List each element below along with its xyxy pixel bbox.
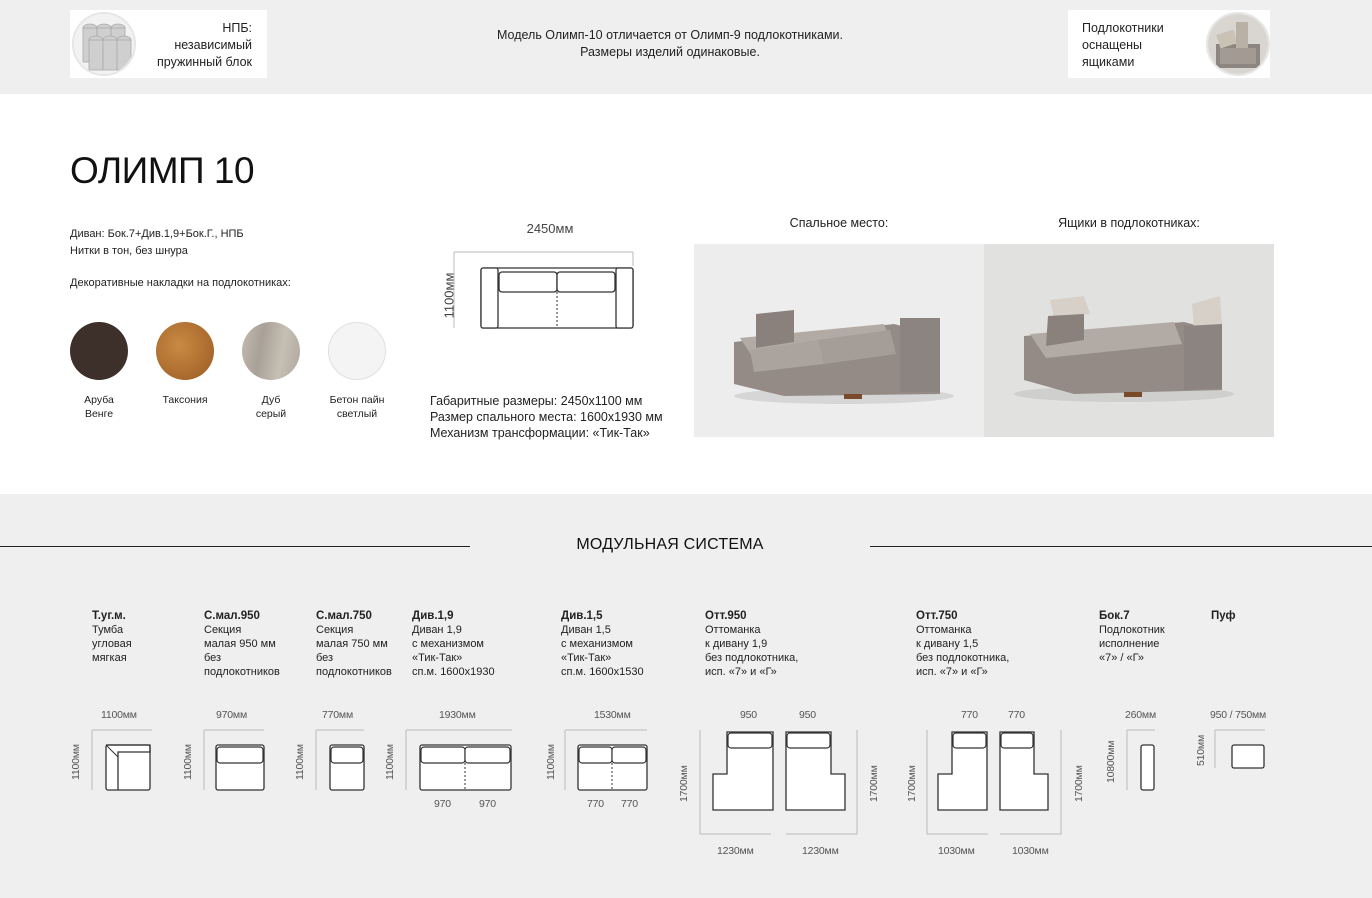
modular-title: МОДУЛЬНАЯ СИСТЕМА (576, 536, 764, 553)
spring-block-line: пружинный блок (156, 55, 252, 69)
dim-label: 1100мм (294, 744, 306, 780)
module-code: Т.уг.м. (92, 610, 126, 622)
decor-label: Декоративные накладки на подлокотниках: (70, 277, 291, 289)
spring-block-card (70, 10, 267, 78)
module-desc-line: без подлокотника, (705, 652, 799, 664)
module-ott-750 (916, 609, 1009, 679)
dim-label: 770мм (322, 709, 353, 721)
dim-label: 510мм (1195, 735, 1207, 766)
module-puf (1211, 609, 1236, 623)
module-desc-line: подлокотников (204, 666, 280, 678)
module-desc-line: сп.м. 1600x1530 (561, 666, 644, 678)
dim-label: 770 (621, 798, 638, 810)
module-desc-line: с механизмом (561, 638, 633, 650)
swatch-label (312, 393, 402, 421)
swatch-oak-grey[interactable] (242, 322, 300, 380)
spec-line: Габаритные размеры: 2450x1100 мм (430, 394, 643, 408)
swatch-label-line: Таксония (162, 394, 208, 406)
module-desc-line: угловая (92, 638, 132, 650)
armrest-box-card (1068, 10, 1270, 78)
module-plan-ottoman-750 (924, 728, 1066, 840)
module-desc-line: исполнение (1099, 638, 1160, 650)
swatch-label (140, 393, 230, 407)
module-div-1-5 (561, 609, 644, 679)
armrest-box-icon (1206, 12, 1270, 76)
module-desc-line: «Тик-Так» (412, 652, 463, 664)
sofa-plan-diagram (450, 248, 640, 338)
module-desc-line: Диван 1,5 (561, 624, 611, 636)
dim-label: 970 (479, 798, 496, 810)
module-desc-line: без (204, 652, 222, 664)
dim-label: 1030мм (1012, 845, 1049, 857)
model-note-line: Модель Олимп-10 отличается от Олимп-9 подлокотниками. (496, 28, 844, 42)
module-desc-line: Оттоманка (705, 624, 761, 636)
module-desc-line: «Тик-Так» (561, 652, 612, 664)
product-description (70, 226, 244, 260)
module-desc-line: подлокотников (316, 666, 392, 678)
photo-title-sleeping: Спальное место: (789, 216, 889, 230)
module-ott-950 (705, 609, 798, 679)
module-desc-line: Тумба (92, 624, 124, 636)
module-desc-line: Диван 1,9 (412, 624, 462, 636)
dim-label: 1700мм (868, 765, 880, 802)
sofa-depth-label: 1100мм (441, 272, 457, 319)
module-desc-line: без подлокотника, (916, 652, 1010, 664)
armrest-box-line: оснащены (1082, 38, 1143, 52)
module-desc-line: Секция (316, 624, 354, 636)
dim-label: 1700мм (906, 765, 918, 802)
module-desc-line: сп.м. 1600x1930 (412, 666, 495, 678)
module-code: Пуф (1211, 610, 1236, 622)
dim-label: 1100мм (384, 744, 396, 780)
dim-label: 10800мм (1105, 740, 1117, 783)
swatch-label (226, 393, 316, 421)
module-code: Отт.950 (705, 610, 747, 622)
swatch-label-line: светлый (336, 408, 378, 420)
swatch-label-line: Дуб (261, 394, 281, 406)
divider-line-right (870, 546, 1372, 547)
model-note (440, 27, 900, 61)
dim-label: 970 (434, 798, 451, 810)
module-plan-section-750 (314, 728, 370, 794)
dim-label: 1230мм (802, 845, 839, 857)
module-plan-sofa-1-5 (563, 728, 653, 794)
module-desc-line: с механизмом (412, 638, 484, 650)
dim-label: 1700мм (1073, 765, 1085, 802)
dim-label: 1100мм (101, 709, 137, 721)
modular-section (0, 494, 1372, 898)
module-desc-line: без (316, 652, 334, 664)
module-plan-corner (90, 728, 156, 794)
swatch-label-line: Аруба (84, 394, 114, 406)
model-note-line: Размеры изделий одинаковые. (580, 45, 760, 59)
swatch-concrete-pine[interactable] (328, 322, 386, 380)
module-desc-line: исп. «7» и «Г» (705, 666, 777, 678)
dim-label: 1100мм (70, 744, 82, 780)
spring-block-icon (72, 12, 136, 76)
dim-label: 950 (740, 709, 757, 721)
photo-armrest-boxes (984, 244, 1274, 437)
swatch-label-line: Венге (84, 408, 114, 420)
sofa-width-label: 2450мм (526, 221, 574, 236)
description-line: Нитки в тон, без шнура (70, 245, 188, 257)
dim-label: 950 (799, 709, 816, 721)
dim-label: 1530мм (594, 709, 631, 721)
photo-sleeping-place (694, 244, 984, 437)
dim-label: 1100мм (545, 744, 557, 780)
armrest-box-line: ящиками (1082, 55, 1135, 69)
module-plan-armrest (1125, 728, 1161, 794)
module-code: Отт.750 (916, 610, 958, 622)
module-plan-pouf (1213, 728, 1269, 774)
description-line: Диван: Бок.7+Див.1,9+Бок.Г., НПБ (70, 228, 244, 240)
dim-label: 1700мм (678, 765, 690, 802)
spec-line: Механизм трансформации: «Тик-Так» (430, 426, 650, 440)
module-s-mal-950 (204, 609, 280, 679)
module-code: Див.1,5 (561, 610, 603, 622)
module-desc-line: Секция (204, 624, 242, 636)
swatch-label (54, 393, 144, 421)
module-div-1-9 (412, 609, 495, 679)
spec-line: Размер спального места: 1600x1930 мм (430, 410, 663, 424)
module-t-ug-m (92, 609, 132, 665)
armrest-box-text (1082, 20, 1202, 71)
armrest-box-line: Подлокотники (1082, 21, 1164, 35)
module-code: С.мал.950 (204, 610, 260, 622)
dim-label: 770 (961, 709, 978, 721)
module-code: С.мал.750 (316, 610, 372, 622)
module-desc-line: исп. «7» и «Г» (916, 666, 988, 678)
dim-label: 1230мм (717, 845, 754, 857)
module-s-mal-750 (316, 609, 392, 679)
spring-block-line: независимый (174, 38, 252, 52)
swatch-label-line: серый (255, 408, 287, 420)
dim-label: 950 / 750мм (1210, 709, 1267, 721)
module-plan-sofa-1-9 (404, 728, 516, 794)
module-code: Бок.7 (1099, 610, 1130, 622)
dim-label: 1100мм (182, 744, 194, 780)
dim-label: 1930мм (439, 709, 476, 721)
module-desc-line: «7» / «Г» (1099, 652, 1144, 664)
dim-label: 970мм (216, 709, 247, 721)
page-title: ОЛИМП 10 (70, 150, 255, 191)
swatch-aruba-venge[interactable] (70, 322, 128, 380)
spring-block-text (132, 20, 252, 71)
module-desc-line: мягкая (92, 652, 127, 664)
dim-label: 770 (1008, 709, 1025, 721)
module-desc-line: к дивану 1,9 (705, 638, 768, 650)
dim-label: 770 (587, 798, 604, 810)
photo-title-boxes: Ящики в подлокотниках: (1058, 216, 1200, 230)
module-desc-line: Подлокотник (1099, 624, 1165, 636)
module-code: Див.1,9 (412, 610, 454, 622)
module-plan-section-950 (202, 728, 268, 794)
swatch-taksonia[interactable] (156, 322, 214, 380)
dim-label: 1030мм (938, 845, 975, 857)
module-desc-line: малая 950 мм (204, 638, 276, 650)
module-bok-7 (1099, 609, 1165, 665)
divider-line-left (0, 546, 470, 547)
module-desc-line: малая 750 мм (316, 638, 388, 650)
spring-block-line: НПБ: (222, 21, 252, 35)
swatch-label-line: Бетон пайн (329, 394, 385, 406)
module-plan-ottoman-950 (697, 728, 863, 840)
module-desc-line: к дивану 1,5 (916, 638, 979, 650)
dim-label: 260мм (1125, 709, 1156, 721)
module-desc-line: Оттоманка (916, 624, 972, 636)
specs-block (430, 393, 663, 441)
